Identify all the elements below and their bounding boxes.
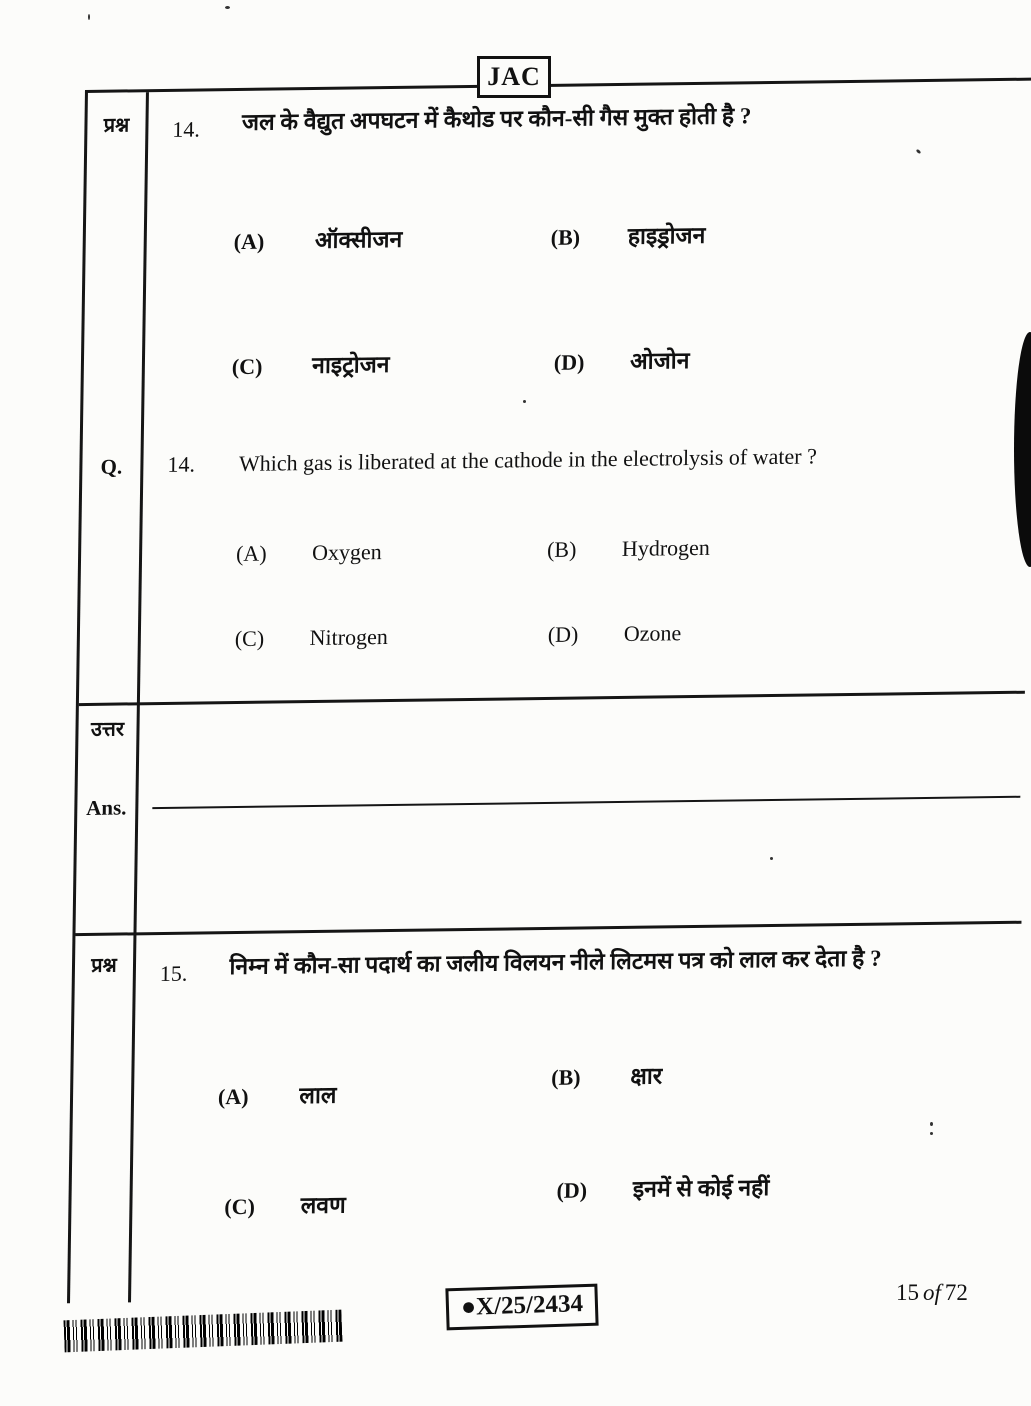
question-text-hindi: निम्न में कौन-सा पदार्थ का जलीय विलयन नीले लिटमस पत्र को लाल कर देता है ? [229, 945, 882, 980]
question-number: 15. [159, 960, 188, 987]
option-text: Ozone [623, 620, 682, 646]
option-text: लवण [300, 1192, 346, 1219]
page-current: 15 [896, 1280, 919, 1305]
question-number: 14. [172, 116, 201, 142]
barcode [63, 1310, 342, 1353]
question-14-hindi-line [172, 98, 752, 142]
option-label: (B) [546, 536, 577, 562]
question-label-hindi: प्रश्न [103, 114, 130, 137]
option-text: Oxygen [311, 539, 382, 566]
question-14-english-line [167, 443, 817, 478]
option-a-hindi [234, 222, 403, 256]
question-label-hindi: प्रश्न [91, 954, 117, 977]
option-d-english [548, 620, 682, 648]
option-label: (C) [224, 1193, 256, 1220]
option-d-hindi [554, 343, 690, 377]
option-text: ओजोन [629, 348, 690, 374]
board-logo [477, 56, 551, 98]
option-label: (B) [551, 1064, 581, 1090]
option-label: (A) [233, 228, 265, 255]
option-label: (D) [553, 349, 585, 375]
question-label-english: Q. [100, 454, 123, 479]
option-c-hindi [232, 347, 390, 381]
scan-speck [88, 14, 90, 20]
page-total: 72 [944, 1280, 968, 1305]
question-15-hindi-line [159, 941, 882, 987]
option-text: Hydrogen [621, 534, 711, 561]
option-d-hindi [556, 1170, 769, 1205]
option-b-english [547, 535, 710, 563]
question-text-english: Which gas is liberated at the cathode in the electrolysis of water ? [238, 443, 818, 476]
option-text: नाइट्रोजन [311, 352, 390, 379]
option-a-hindi [218, 1078, 337, 1112]
option-c-hindi [224, 1188, 346, 1222]
option-label: (A) [235, 540, 267, 567]
option-a-english [236, 539, 382, 567]
question-text-hindi: जल के वैद्युत अपघटन में कैथोड पर कौन-सी गैस मुक्त होती है ? [241, 103, 752, 135]
option-label: (D) [547, 621, 579, 647]
answer-label-english: Ans. [86, 795, 127, 820]
option-text: क्षार [630, 1063, 663, 1089]
table-row-divider [75, 921, 1021, 936]
option-b-hindi [551, 1058, 662, 1091]
option-label: (C) [231, 353, 263, 380]
paper-code-text: ●X/25/2434 [460, 1290, 584, 1321]
page-of-word: of [923, 1280, 941, 1305]
table-row-divider [79, 691, 1025, 706]
option-text: लाल [299, 1082, 337, 1109]
option-text: Nitrogen [309, 624, 389, 651]
answer-label-hindi: उत्तर [90, 718, 125, 741]
option-text: ऑक्सीजन [314, 226, 403, 253]
option-label: (C) [234, 625, 265, 652]
board-logo-text: JAC [487, 62, 541, 91]
scan-speck [225, 6, 230, 9]
option-c-english [235, 624, 388, 652]
question-table [67, 78, 1031, 1304]
option-text: इनमें से कोई नहीं [632, 1175, 770, 1202]
question-number: 14. [167, 451, 196, 477]
option-b-hindi [551, 218, 706, 252]
option-label: (A) [217, 1083, 249, 1110]
option-label: (B) [550, 224, 581, 250]
table-column-divider [128, 92, 149, 1302]
answer-blank-line [152, 796, 1020, 809]
option-text: हाइड्रोजन [627, 222, 706, 249]
option-label: (D) [556, 1177, 588, 1203]
